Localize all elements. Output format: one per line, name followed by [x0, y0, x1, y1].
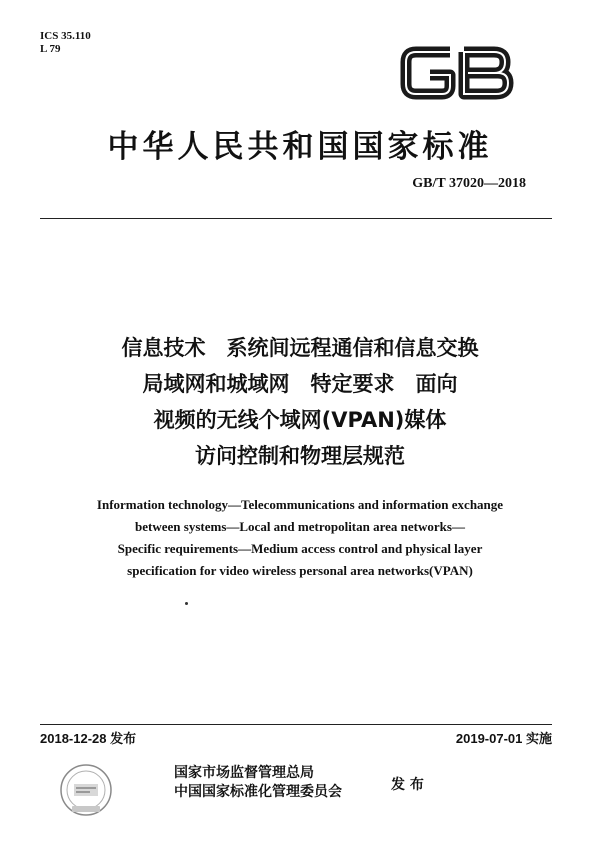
- standard-number: GB/T 37020—2018: [412, 176, 526, 191]
- national-standard-title: 中华人民共和国国家标准: [107, 129, 493, 165]
- english-title-line: Information technology—Telecommunications and information exchange: [96, 497, 504, 512]
- ics-code: ICS 35.110: [40, 30, 91, 42]
- implementation-date: 2019-07-01 实施: [455, 731, 552, 746]
- chinese-title: [0, 330, 600, 474]
- english-title-line: Specific requirements—Medium access control and physical layer: [117, 541, 483, 556]
- english-title-line: specification for video wireless personal area networks(VPAN): [127, 563, 473, 578]
- gb-logo-icon: [398, 42, 516, 104]
- issuer-name: 国家市场监督管理总局: [174, 765, 314, 781]
- english-title: [0, 494, 600, 582]
- issue-date: 2018-12-28 发布: [40, 731, 137, 746]
- classification-codes: [40, 30, 91, 56]
- chinese-title-line: 局域网和城域网 特定要求 面向: [142, 372, 458, 396]
- chinese-title-line: 访问控制和物理层规范: [195, 444, 405, 468]
- issued-label: 发 布: [391, 777, 424, 793]
- top-divider: [40, 218, 552, 219]
- bottom-divider: [40, 724, 552, 725]
- anti-counterfeit-seal-icon: [58, 762, 114, 818]
- speck-mark: [185, 602, 188, 605]
- issuing-authorities: [174, 764, 342, 802]
- issuer-name: 中国国家标准化管理委员会: [174, 784, 342, 800]
- ccs-code: L 79: [40, 43, 61, 55]
- chinese-title-line: 视频的无线个域网(VPAN)媒体: [153, 408, 447, 432]
- chinese-title-line: 信息技术 系统间远程通信和信息交换: [121, 336, 479, 360]
- english-title-line: between systems—Local and metropolitan area networks—: [135, 519, 465, 534]
